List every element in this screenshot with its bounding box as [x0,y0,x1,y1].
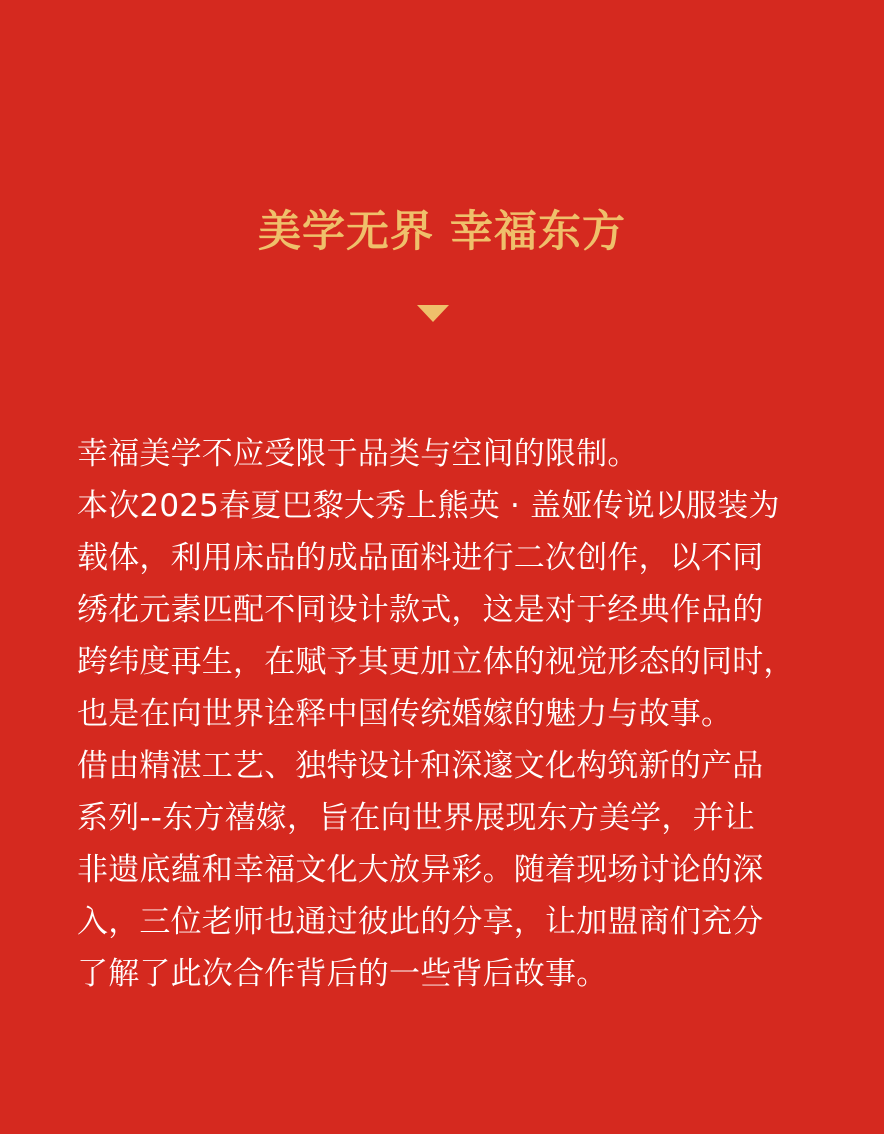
article-line: 系列--东方禧嫁，旨在向世界展现东方美学，并让 [77,800,755,836]
article-line: 幸福美学不应受限于品类与空间的限制。 [77,436,639,472]
article-line: 借由精湛工艺、独特设计和深邃文化构筑新的产品 [77,748,764,784]
article-line: 了解了此次合作背后的一些背后故事。 [77,956,608,992]
article-line: 本次2025春夏巴黎大秀上熊英 · 盖娅传说以服装为 [77,488,780,524]
article-line: 跨纬度再生，在赋予其更加立体的视觉形态的同时， [77,644,795,680]
article-line: 非遗底蕴和幸福文化大放异彩。随着现场讨论的深 [77,852,764,888]
article-body [77,428,827,1000]
article-line: 也是在向世界诠释中国传统婚嫁的魅力与故事。 [77,696,733,732]
article-line: 绣花元素匹配不同设计款式，这是对于经典作品的 [77,592,764,628]
article-line: 入，三位老师也通过彼此的分享，让加盟商们充分 [77,904,764,940]
article-line: 载体，利用床品的成品面料进行二次创作，以不同 [77,540,764,576]
page-title: 美学无界 幸福东方 [258,207,626,257]
triangle-down-icon [417,305,449,322]
